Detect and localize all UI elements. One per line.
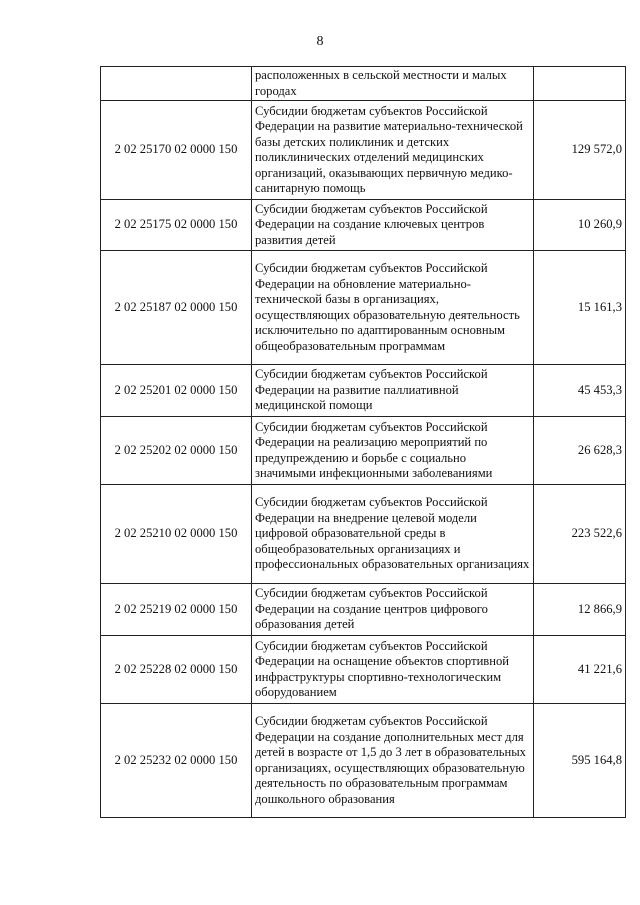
amount-cell: 15 161,3 — [534, 251, 626, 365]
revenue-name-cell: Субсидии бюджетам субъектов Российской Федерации на создание ключевых центров развития детей — [252, 200, 534, 251]
amount-cell: 595 164,8 — [534, 704, 626, 818]
revenue-name-cell: Субсидии бюджетам субъектов Российской Федерации на развитие паллиативной медицинской помощи — [252, 365, 534, 417]
classification-code-cell: 2 02 25228 02 0000 150 — [101, 636, 252, 704]
amount-cell — [534, 67, 626, 101]
table-row — [101, 704, 626, 818]
revenue-name-cell: Субсидии бюджетам субъектов Российской Федерации на обновление материально-технической базы в организациях, осуществляющих образовательную деятельность исключительно по адаптированным основным общеобразовательным программам — [252, 251, 534, 365]
table-row — [101, 101, 626, 200]
revenue-name-cell: Субсидии бюджетам субъектов Российской Федерации на развитие материально-технической базы детских поликлиник и детских поликлинических отделений медицинских организаций, оказывающих первичную медико-санитарную помощь — [252, 101, 534, 200]
amount-cell: 12 866,9 — [534, 584, 626, 636]
revenue-name-cell: Субсидии бюджетам субъектов Российской Федерации на создание дополнительных мест для детей в возрасте от 1,5 до 3 лет в образовательных организациях, осуществляющих образовательную деятельность по образовательным программам дошкольного образования — [252, 704, 534, 818]
classification-code-cell: 2 02 25175 02 0000 150 — [101, 200, 252, 251]
amount-cell: 26 628,3 — [534, 417, 626, 485]
table-row — [101, 584, 626, 636]
revenue-name-cell: Субсидии бюджетам субъектов Российской Федерации на внедрение целевой модели цифровой образовательной среды в общеобразовательных организациях и профессиональных образовательных организациях — [252, 485, 534, 584]
table-row — [101, 485, 626, 584]
amount-cell: 45 453,3 — [534, 365, 626, 417]
classification-code-cell: 2 02 25232 02 0000 150 — [101, 704, 252, 818]
classification-code-cell: 2 02 25201 02 0000 150 — [101, 365, 252, 417]
revenue-name-cell: расположенных в сельской местности и малых городах — [252, 67, 534, 101]
amount-cell: 41 221,6 — [534, 636, 626, 704]
classification-code-cell: 2 02 25187 02 0000 150 — [101, 251, 252, 365]
table-row — [101, 67, 626, 101]
classification-code-cell: 2 02 25219 02 0000 150 — [101, 584, 252, 636]
table-row — [101, 636, 626, 704]
classification-code-cell: 2 02 25170 02 0000 150 — [101, 101, 252, 200]
table-row — [101, 417, 626, 485]
amount-cell: 10 260,9 — [534, 200, 626, 251]
classification-code-cell — [101, 67, 252, 101]
table-row — [101, 200, 626, 251]
table-row — [101, 365, 626, 417]
revenue-name-cell: Субсидии бюджетам субъектов Российской Федерации на реализацию мероприятий по предупреждению и борьбе с социально значимыми инфекционными заболеваниями — [252, 417, 534, 485]
revenue-name-cell: Субсидии бюджетам субъектов Российской Федерации на оснащение объектов спортивной инфраструктуры спортивно-технологическим оборудованием — [252, 636, 534, 704]
page-number: 8 — [316, 34, 324, 49]
amount-cell: 223 522,6 — [534, 485, 626, 584]
amount-cell: 129 572,0 — [534, 101, 626, 200]
revenue-name-cell: Субсидии бюджетам субъектов Российской Федерации на создание центров цифрового образования детей — [252, 584, 534, 636]
budget-revenue-table — [100, 66, 626, 818]
classification-code-cell: 2 02 25210 02 0000 150 — [101, 485, 252, 584]
classification-code-cell: 2 02 25202 02 0000 150 — [101, 417, 252, 485]
table-row — [101, 251, 626, 365]
